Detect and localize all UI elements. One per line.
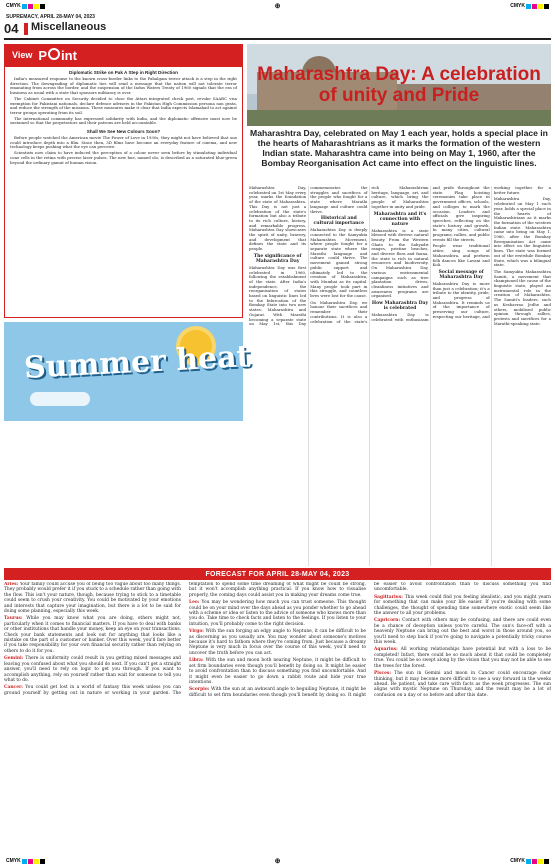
story-subhead: The significance of Maharashtra Day xyxy=(253,253,302,264)
story-subhead: Social message of Maharashtra Day xyxy=(438,269,484,280)
viewpoint-p: P xyxy=(38,47,48,63)
forecast-entry xyxy=(374,595,551,617)
forecast-sign-name: Libra: xyxy=(189,658,204,664)
cmyk-label: CMYK xyxy=(6,3,21,9)
viewpoint-para: India's measured response to the known cross-border links to the Pahalgam terror attack is a step in the right direction. The downgrading of diplomatic ties will send a message that the nation will not tolerate terror emanating from across the border, and the suspension of the Indus Waters Treaty of 1960 signals that the era of business as usual with a state that sponsors militancy is over. xyxy=(10,76,237,96)
viewpoint-para: Scientists now claim to have induced the perception of a colour never seen before by stimulating individual cone cells in the retina with precise laser pulses. The new hue, named olo, is described as a saturated blue-green beyond the ordinary gamut of human vision. xyxy=(10,150,237,165)
story-para: On Maharashtra Day, we honour their sacrifices and remember their contributions. It is also a celebration of the state's rich Maharashtrian heritage, language, art, and culture, which bring the people of Maharashtra together in unity and pride. xyxy=(310,186,429,324)
black-swatch xyxy=(40,859,45,864)
magenta-swatch xyxy=(532,859,537,864)
story-subhead: Historical and cultural importance xyxy=(313,216,365,227)
cmyk-label-bottom-right: CMYK xyxy=(510,858,525,864)
cloud-icon xyxy=(30,392,90,406)
black-swatch xyxy=(544,4,549,9)
viewpoint-banner xyxy=(4,44,243,66)
forecast-body xyxy=(4,582,551,852)
forecast-sign-name: Pisces: xyxy=(374,671,392,677)
black-swatch xyxy=(544,859,549,864)
cmyk-marks xyxy=(6,3,45,9)
viewpoint-word-view: View xyxy=(12,50,33,60)
forecast-sign-name: Aries: xyxy=(4,582,19,587)
viewpoint-headline: Diplomatic Strike on Pak A Step in Right Direction xyxy=(69,70,178,75)
registration-mark-icon: ⊕ xyxy=(274,3,281,10)
forecast-sign-text: Contact with others may be confusing, and there are could even be a chance of deception unless you're careful. The sun's face-off with a heavenly Neptune can bring out the best and worst in those around you, so you'll need to step back if you're going to navigate a potentially tricky course this week. xyxy=(374,618,551,646)
viewpoint-subhead: Shall We See New Colours Soon? xyxy=(86,129,161,135)
cmyk-label-right: CMYK xyxy=(510,3,525,9)
forecast-sign-name: Scorpio: xyxy=(189,687,210,693)
forecast-sign-name: Taurus: xyxy=(4,616,23,622)
story-para: The Samyukta Maharashtra Samiti, a movement that championed the cause of the linguistic state, played an instrumental role in the creation of Maharashtra. The Samiti's leaders, such as Keshavrao Jedhe and others, mobilised public opinion through rallies, protests and sacrifices for a Marathi-speaking state. xyxy=(493,268,551,326)
forecast-sign-text: With the sun at an awkward angle to beguiling Neptune, it might be difficult to set firm boundaries even though you'll benefit by doing so. It might be easier to avoid confrontation than to discuss something you find uncomfortable. xyxy=(189,582,551,698)
viewpoint-int: int xyxy=(61,47,77,63)
bottom-registration-strip xyxy=(0,856,555,866)
forecast-entry xyxy=(189,600,366,627)
section-title: Miscellaneous xyxy=(31,21,107,33)
forecast-entry xyxy=(374,671,551,698)
forecast-sign-name: Virgo: xyxy=(189,629,204,635)
forecast-entry xyxy=(4,616,181,654)
forecast-sign-name: Leo: xyxy=(189,600,200,606)
forecast-sign-text: Your family could accuse you of being too vague about too many things. They probably would prefer it if you stuck to a schedule rather than going with the flow. This isn't your nature, though, because trying to stick to a timetable could seem to crush your creativity. You could be motivated by your emotions and interests that capture your imagination, but there is a lot to be said for doing some planning, especially this week. xyxy=(4,582,181,615)
forecast-sign-text: You may be wondering how much you can trust someone. This thought could be on your mind over the days ahead as you ponder whether to go ahead with a scheme or idea or listen to the advice of someone who knows more than you do. Take time to check facts and listen to the feelings. If you listen to your intuition, you'll probably come to the right decision. xyxy=(189,600,366,627)
story-para: People wear traditional attire, sing songs of Maharashtra, and perform folk dances like Lavani and Koli. xyxy=(432,243,490,268)
date-line: SUPREMACY, APRIL 28-MAY 04, 2023 xyxy=(6,14,95,20)
yellow-swatch xyxy=(538,859,543,864)
viewpoint-body xyxy=(10,77,237,165)
page-number-bar xyxy=(24,23,28,35)
cyan-swatch xyxy=(22,4,27,9)
forecast-entry xyxy=(4,582,181,614)
registration-strip xyxy=(0,0,555,12)
viewpoint-para: The Cabinet Committee on Security decided to close the Attari integrated check post, revoke SAARC visa exemption for Pakistani nationals, declare defence advisers in the Pakistan High Commission persona non grata, and reduce the strength of the missions. These measures make it clear that India expects Islamabad to act against terror groups operating from its soil. xyxy=(10,95,237,115)
forecast-entry xyxy=(374,647,551,669)
magenta-swatch xyxy=(532,4,537,9)
forecast-sign-text: With the sun and moon both nearing Neptune, it might be difficult to set firm boundaries even though you'll benefit by doing so. It might be easier to avoid confrontation than to discuss something you find uncomfortable. And it might even be easier to go down a rabbit route and hide your true intentions. xyxy=(189,658,366,685)
yellow-swatch xyxy=(34,4,39,9)
viewpoint-word-point xyxy=(38,48,77,63)
registration-mark-icon: ⊕ xyxy=(274,858,281,865)
story-para: Maharashtra Day is more than just a celebration; it's a tribute to the identity, pride, and progress of Maharashtra. It reminds us of the importance of preserving our culture, respecting our heritage, and working together for a better future. xyxy=(432,186,551,319)
cyan-swatch xyxy=(526,859,531,864)
forecast-entry xyxy=(4,656,181,683)
yellow-swatch xyxy=(538,4,543,9)
story-para: Maharashtra is a state blessed with diverse natural beauty. From the Western Ghats to the Sahyadri ranges, pristine beaches, and diverse flora and fauna, the state is rich in natural resources and biodiversity. On Maharashtra Day, various environmental campaigns such as tree plantation drives, cleanliness initiatives and awareness programs are organised. xyxy=(371,227,429,299)
cmyk-label-bottom: CMYK xyxy=(6,858,21,864)
yellow-swatch xyxy=(34,859,39,864)
forecast-entry xyxy=(189,629,366,656)
story-para: Maharashtra Day, celebrated on May 1 each year, holds a special place in the hearts of Maharashtrians as it marks the formation of the western Indian state. Maharashtra came into being on May 1, 1960, after the Bombay Reorganisation Act came into effect on the linguistic lines. The state was formed out of the erstwhile Bombay State, which was a bilingual state. xyxy=(493,196,551,268)
story-para: Maharashtra Day was first celebrated in 1960, following the establishment of the state. After India's independence, the reorganisation of states based on linguistic lines led to the bifurcation of the Bombay State into two new states: Maharashtra and Gujarat. With Marathi becoming a separate state on May 1st, this Day commemorates the struggles and sacrifices of the people who fought for a state where Marathi language and culture could thrive. xyxy=(249,186,368,327)
forecast-sign-name: Cancer: xyxy=(4,685,23,691)
black-swatch xyxy=(40,4,45,9)
story-para: Maharashtra Day is celebrated with enthusiasm and pride throughout the state. Flag hoisting ceremonies take place in government offices, schools, and colleges to mark the occasion. Leaders and officials give inspiring speeches, reflecting on the state's history and growth. In many cities, cultural programs, rallies, and public events fill the streets. xyxy=(371,186,490,322)
forecast-sign-name: Aquarius: xyxy=(374,647,398,653)
main-deck: Maharashtra Day, celebrated on May 1 each year, holds a special place in the hearts of Maharashtrians as it marks the formation of the western Indian state. Maharashtra came into being on May 1, 1960, after the Bombay Reorganisation Act came into effect on the linguistic lines. xyxy=(250,128,548,168)
magenta-swatch xyxy=(28,859,33,864)
forecast-sign-text: All working relationships have potential but with a loss to be completed! Infact, there could be so much about it that could be completely true. You could be so swept along by the vision that you may not be able to see the trees for the forest. xyxy=(374,647,551,669)
forecast-entry xyxy=(374,618,551,645)
forecast-entry xyxy=(189,658,366,685)
viewpoint-para: Before people watched the American movie The Power of Love in 1930s, they might not have believed that one could introduce depth into a film. Since then, 3D films have become an everyday feature of cinema, and new technology keeps pushing what the eye can perceive. xyxy=(10,135,237,150)
viewpoint-box xyxy=(4,66,243,318)
cmyk-marks-right xyxy=(510,3,549,9)
viewpoint-o-icon xyxy=(48,48,60,60)
forecast-sign-name: Sagittarius: xyxy=(374,594,403,600)
forecast-sign-text: This week could find you feeling idealistic, and you might yearn for something that can make your life easier. If you're dealing with some challenges, the thought of spending time somewhere exotic could seem like the answer to all your problems. xyxy=(374,594,551,617)
main-story-body xyxy=(249,186,551,566)
forecast-sign-text: You could get lost in a world of fantasy this week unless you can ground yourself by getting out in nature or working in your garden. The temptation to spend some time dreaming of what might be could be strong, but it won't accomplish anything practical. If you know how to visualise properly, the coming days could assist you in making your dreams come true. xyxy=(4,582,366,696)
cyan-swatch xyxy=(22,859,27,864)
cyan-swatch xyxy=(526,4,531,9)
story-para: Maharashtra Day, celebrated on 1st May every year, marks the foundation of the state of Maharashtra. This Day is not just a celebration of the state's formation but also a tribute to its rich culture, history, and remarkable progress. Maharashtra Day showcases the spirit of unity, bravery, and development that defines the state and its people. xyxy=(249,186,307,252)
summer-heat-caption: Summer heat xyxy=(23,339,252,386)
story-para: Maharashtra Day is deeply connected to the Samyukta Maharashtra Movement, where people fought for a separate state where the Marathi language and culture could thrive. The movement gained strong public support and ultimately led to the creation of Maharashtra, with Mumbai as its capital. Many people took part in this struggle, and countless lives were lost for the cause. xyxy=(310,227,368,299)
page-number: 04 xyxy=(4,21,19,36)
forecast-sign-text: With the sun forging an edgy angle to Neptune, it can be difficult to be as discerning as you usually are. You may wonder about someone's motives because it's hard to fathom where they're coming from. Just because a dreamy Neptune is very much in focus over the course of this week, you'll need to uncover the truth before you can act. xyxy=(189,629,366,656)
header-rule xyxy=(4,38,551,40)
forecast-title: FORECAST FOR APRIL 28-MAY 04, 2023 xyxy=(4,568,551,580)
story-subhead: Maharashtra and it's connection with nature xyxy=(373,211,427,227)
main-headline: Maharashtra Day: A celebration of unity and Pride xyxy=(257,64,541,106)
forecast-sign-name: Capricorn: xyxy=(374,618,401,624)
forecast-sign-name: Gemini: xyxy=(4,656,24,662)
story-subhead: How Maharashtra Day is celebrated xyxy=(371,301,429,312)
cmyk-marks-bottom-right xyxy=(510,858,549,864)
cmyk-marks-bottom xyxy=(6,858,45,864)
magenta-swatch xyxy=(28,4,33,9)
forecast-sign-text: The sun in Gemini and moon in Cancer could encourage clear thinking, but it may become more difficult to see a way forward in the weeks ahead. Be patient, and take care with facts as the week progresses. The sun aligns with mystic Neptune on Thursday, and the result may be a lot of confusion on a day or so before and after this date. xyxy=(374,671,551,698)
forecast-sign-text: There is uniformity could result in you getting mixed messages and leaving you confused about what you should do next. If you can't get a straight answer, you'll need to rely on logic to get you through. If you want to accomplish anything, rely on yourself rather than wait for someone to tell you what to do. xyxy=(4,656,181,683)
forecast-sign-text: While you may know what you are doing, others might not, particularly when it comes to financial matters. If you have to deal with banks or other institutions that handle your money, keep an eye on your transactions. Check your bank statements and look out for anything that looks like a mistake on the part of a customer or banker. Over this week, you'll fare better if you take responsibility for your own financial security rather than relying on others to do it for you. xyxy=(4,616,181,654)
viewpoint-para: The international community has expressed solidarity with India, and the diplomatic offensive must now be sustained so that the perpetrators and their patrons are held accountable. xyxy=(10,115,237,126)
